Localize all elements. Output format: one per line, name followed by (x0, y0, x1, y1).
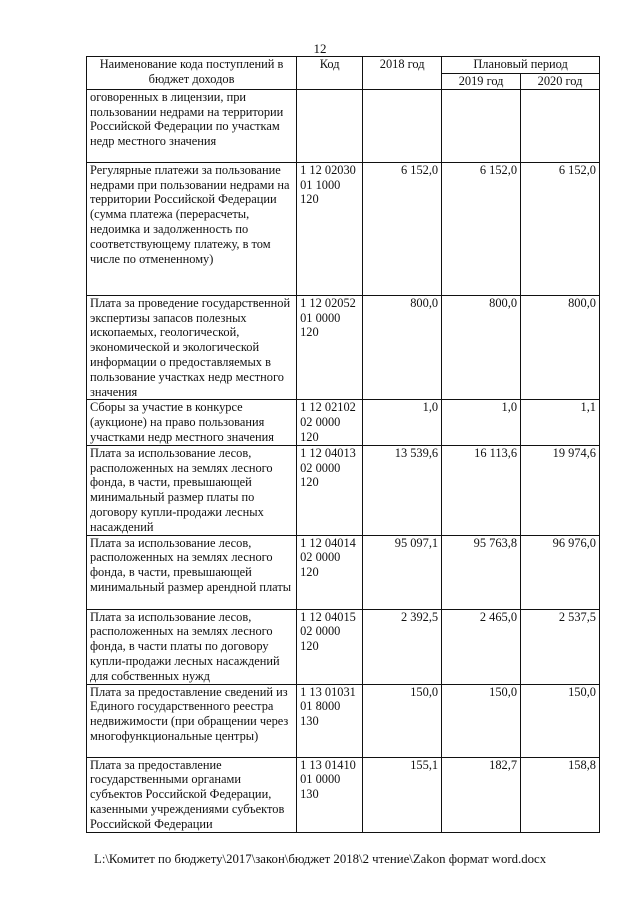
row-code-cell: 1 12 04014 02 0000 120 (297, 535, 363, 609)
header-name: Наименование кода поступлений в бюджет доходов (87, 57, 297, 90)
table-row (87, 609, 600, 684)
row-value-2020: 6 152,0 (521, 162, 600, 295)
row-name-cell: Плата за предоставление государственными органами субъектов Российской Федерации, казенными учреждениями субъектов Российской Федерации (87, 757, 297, 832)
row-value-2020 (521, 89, 600, 162)
table-row (87, 445, 600, 535)
row-code-cell: 1 12 04013 02 0000 120 (297, 445, 363, 535)
header-code: Код (297, 57, 363, 90)
row-code-cell: 1 13 01031 01 8000 130 (297, 684, 363, 757)
row-value-2020: 800,0 (521, 295, 600, 400)
header-2019: 2019 год (442, 74, 521, 90)
row-name-cell: Плата за проведение государственной экспертизы запасов полезных ископаемых, геологической, экономической и экологической информации о предоставляемых в пользование участках недр местного значения (87, 295, 297, 400)
row-name-cell: Плата за использование лесов, расположенных на землях лесного фонда, в части платы по договору купли-продажи лесных насаждений для собственных нужд (87, 609, 297, 684)
row-value-2020: 2 537,5 (521, 609, 600, 684)
row-value-2020: 150,0 (521, 684, 600, 757)
table-row (87, 535, 600, 609)
table-header (87, 57, 600, 90)
revenue-table (86, 56, 600, 833)
row-name-cell: Плата за предоставление сведений из Единого государственного реестра недвижимости (при обращении через многофункциональные центры) (87, 684, 297, 757)
footer-file-path: L:\Комитет по бюджету\2017\закон\бюджет 2018\2 чтение\Zakon формат word.docx (94, 852, 547, 866)
table-row (87, 400, 600, 445)
row-name-cell: Плата за использование лесов, расположенных на землях лесного фонда, в части, превышающей минимальный размер платы по договору купли-продажи лесных насаждений (87, 445, 297, 535)
table-row (87, 162, 600, 295)
row-value-2019: 2 465,0 (442, 609, 521, 684)
row-value-2019 (442, 89, 521, 162)
row-value-2018: 2 392,5 (363, 609, 442, 684)
row-name-cell: Плата за использование лесов, расположенных на землях лесного фонда, в части, превышающей минимальный размер арендной платы (87, 535, 297, 609)
row-code-cell: 1 12 02102 02 0000 120 (297, 400, 363, 445)
table-row (87, 295, 600, 400)
row-code-cell (297, 89, 363, 162)
row-value-2019: 182,7 (442, 757, 521, 832)
table-row (87, 757, 600, 832)
row-value-2019: 6 152,0 (442, 162, 521, 295)
row-name-cell: оговоренных в лицензии, при пользовании недрами на территории Российской Федерации по участкам недр местного значения (87, 89, 297, 162)
row-code-cell: 1 12 02030 01 1000 120 (297, 162, 363, 295)
row-value-2018: 13 539,6 (363, 445, 442, 535)
row-value-2020: 19 974,6 (521, 445, 600, 535)
row-value-2020: 96 976,0 (521, 535, 600, 609)
row-value-2019: 800,0 (442, 295, 521, 400)
row-value-2018 (363, 89, 442, 162)
row-code-cell: 1 12 04015 02 0000 120 (297, 609, 363, 684)
row-value-2020: 1,1 (521, 400, 600, 445)
header-planned-period: Плановый период (442, 57, 600, 74)
header-2018: 2018 год (363, 57, 442, 90)
table-row (87, 89, 600, 162)
row-value-2019: 150,0 (442, 684, 521, 757)
row-value-2018: 1,0 (363, 400, 442, 445)
row-value-2018: 150,0 (363, 684, 442, 757)
row-value-2018: 155,1 (363, 757, 442, 832)
row-value-2019: 16 113,6 (442, 445, 521, 535)
row-value-2019: 1,0 (442, 400, 521, 445)
row-value-2018: 95 097,1 (363, 535, 442, 609)
row-value-2019: 95 763,8 (442, 535, 521, 609)
row-code-cell: 1 13 01410 01 0000 130 (297, 757, 363, 832)
header-2020: 2020 год (521, 74, 600, 90)
row-value-2020: 158,8 (521, 757, 600, 832)
row-value-2018: 6 152,0 (363, 162, 442, 295)
row-name-cell: Сборы за участие в конкурсе (аукционе) на право пользования участками недр местного значения (87, 400, 297, 445)
table-body (87, 89, 600, 832)
row-value-2018: 800,0 (363, 295, 442, 400)
page-number: 12 (313, 41, 327, 56)
row-name-cell: Регулярные платежи за пользование недрами при пользовании недрами на территории Российской Федерации (сумма платежа (перерасчеты, недоимка и задолженность по соответствующему платежу, в том числе по отмененному) (87, 162, 297, 295)
row-code-cell: 1 12 02052 01 0000 120 (297, 295, 363, 400)
table-row (87, 684, 600, 757)
